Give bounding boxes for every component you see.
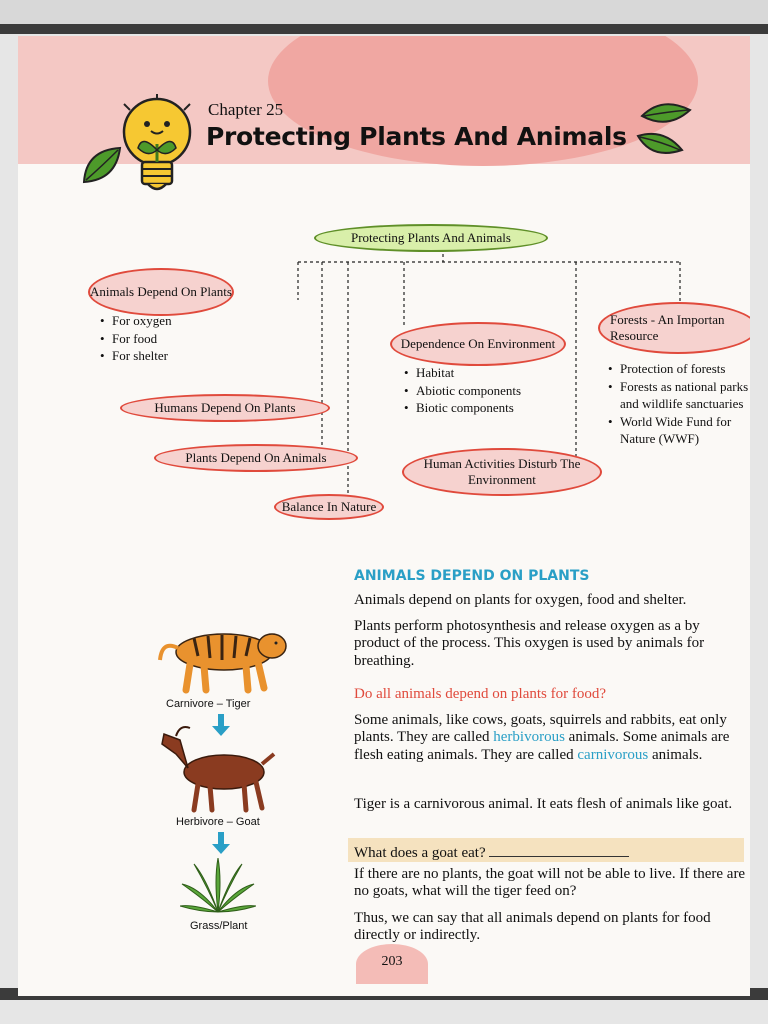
list-item: • Abiotic components [402,382,572,400]
animals-depend-list [98,312,248,365]
list-item: • Protection of forests [606,360,750,378]
list-item: • Biotic components [402,399,572,417]
paragraph [354,712,746,764]
concept-forests: Forests - An Importan Resource [598,302,750,354]
concept-animals-depend: Animals Depend On Plants [88,268,234,316]
goat-image [158,724,282,814]
question-heading: Do all animals depend on plants for food? [354,686,607,702]
list-item: • World Wide Fund for Nature (WWF) [606,413,750,448]
paragraph: Tiger is a carnivorous animal. It eats flesh of animals like goat. [354,796,733,812]
dependence-environment-list [402,364,572,417]
list-item: • Forests as national parks and wildlife sanctuaries [606,378,750,413]
list-item: • Habitat [402,364,572,382]
forests-list [606,360,750,448]
term-herbivorous: herbivorous [493,729,565,746]
list-item: • For oxygen [98,312,248,330]
concept-human-activities: Human Activities Disturb The Environment [402,448,602,496]
text-span: Some animals, like cows, goats, squirrels and rabbits, eat only plants. They are called [354,712,727,746]
tiger-image [154,616,294,696]
term-carnivorous: carnivorous [577,746,649,763]
concept-balance: Balance In Nature [274,494,384,520]
text-span: animals. Some animals are flesh eating animals. They are called [354,729,730,763]
textbook-page [18,36,750,996]
plant-caption: Grass/Plant [190,920,248,932]
concept-root: Protecting Plants And Animals [314,224,548,252]
concept-dependence-environment: Dependence On Environment [390,322,566,366]
concept-plants-depend: Plants Depend On Animals [154,444,358,472]
section-heading: ANIMALS DEPEND ON PLANTS [354,568,590,584]
carnivore-caption: Carnivore – Tiger [166,698,251,710]
question-text: What does a goat eat? [354,845,486,861]
chapter-number: Chapter 25 [208,100,284,119]
paragraph: Thus, we can say that all animals depend on plants for food directly or indirectly. [354,910,711,944]
list-item: • For shelter [98,347,248,365]
concept-humans-depend: Humans Depend On Plants [120,394,330,422]
arrow-down-icon [212,832,230,854]
page-number: 203 [356,944,428,984]
herbivore-caption: Herbivore – Goat [176,816,260,828]
paragraph: Animals depend on plants for oxygen, food and shelter. [354,592,687,608]
scan-edge-top [0,24,768,34]
answer-blank[interactable] [489,842,629,857]
paragraph: Plants perform photosynthesis and release oxygen as a by product of the process. This oxygen is used by animals for breathing. [354,618,705,669]
grass-plant-image [180,858,256,914]
text-span: animals. [648,746,703,763]
list-item: • For food [98,330,248,348]
paragraph: If there are no plants, the goat will not be able to live. If there are no goats, what will the tiger feed on? [354,866,746,900]
page-title: Protecting Plants And Animals [206,122,627,151]
fill-in-question [354,842,746,862]
